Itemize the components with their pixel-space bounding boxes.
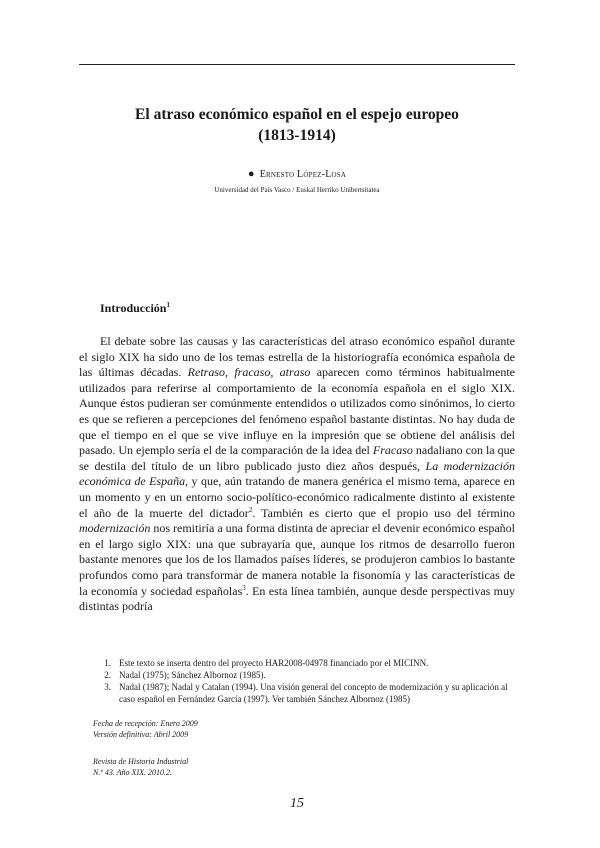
footnote bbox=[79, 657, 515, 669]
footnote-number: 2. bbox=[104, 670, 111, 680]
footnote bbox=[79, 669, 515, 681]
title-line-1: El atraso económico español en el espejo europeo bbox=[135, 106, 459, 123]
footnote-ref-3: 3 bbox=[242, 583, 246, 592]
section-heading-text: Introducción bbox=[100, 301, 167, 315]
footnote-ref-1: 1 bbox=[166, 301, 170, 309]
submission-dates bbox=[93, 718, 198, 740]
author-name: Ernesto López-Losa bbox=[259, 169, 347, 180]
body-italic-4: modernización bbox=[79, 521, 151, 536]
page-number: 15 bbox=[290, 796, 304, 811]
title-line-2: (1813-1914) bbox=[258, 127, 336, 144]
body-text-1: El debate sobre las causas y las características del atraso económico español durante el siglo XIX ha sido uno de los temas estrella de la historiografía económica española de las últimas décadas. bbox=[79, 334, 515, 380]
article-title bbox=[79, 104, 515, 146]
body-text-3: nadaliano con la que se destila del título de un libro publicado justo diez años después, bbox=[79, 443, 515, 473]
journal-info bbox=[93, 756, 188, 778]
journal-name: Revista de Historia Industrial bbox=[93, 757, 189, 766]
author-line bbox=[79, 168, 515, 180]
body-text-5: . También es cierto que el propio uso del término bbox=[252, 505, 515, 520]
footnote-number: 1. bbox=[104, 658, 111, 668]
footnote bbox=[79, 681, 515, 705]
footnote-ref-2: 2 bbox=[248, 505, 253, 514]
received-date: Fecha de recepción: Enero 2009 bbox=[93, 719, 198, 728]
body-italic-2: Fracaso bbox=[372, 443, 413, 458]
footnote-text: Este texto se inserta dentro del proyecto HAR2008-04978 financiado por el MICINN. bbox=[119, 658, 429, 668]
author-affiliation: Universidad del País Vasco / Euskal Herriko Unibertsitatea bbox=[214, 186, 380, 194]
body-text-6: nos remitiría a una forma distinta de apreciar el devenir económico español en el largo siglo XIX: una que subrayaría que, aunque los ritmos de desarrollo fueron bastante menores que los de los llamados países líderes, se produjeron cambios lo bastante profundos como para transformar de manera notable la fisonomía y las características de la economía y sociedad españolas bbox=[79, 521, 515, 598]
footnote-text: Nadal (1987); Nadal y Catalan (1994). Una visión general del concepto de modernización y su aplicación al caso español en Fernández García (1997). Ver también Sánchez Albornoz (1985) bbox=[119, 682, 508, 704]
footnote-text: Nadal (1975); Sánchez Albornoz (1985). bbox=[119, 670, 266, 680]
footnote-number: 3. bbox=[104, 682, 111, 692]
bullet-icon: ● bbox=[247, 168, 255, 180]
final-version-date: Versión definitiva: Abril 2009 bbox=[93, 730, 189, 739]
body-text-4: , y que, aún tratando de manera genérica el mismo tema, aparece en un momento y en un entorno socio-político-económico radicalmente distinto al existente el año de la muerte del dictador bbox=[79, 474, 515, 520]
body-italic-1: Retraso, fracaso, atraso bbox=[187, 365, 311, 380]
journal-issue: N.º 43. Año XIX. 2010.2. bbox=[93, 768, 172, 777]
body-text-2: aparecen como términos habitualmente utilizados para referirse al comportamiento de la economía española en el siglo XIX. Aunque éstos pudieran ser comúnmente entendidos o utilizados como sinónimos, lo cierto es que se refieren a percepciones del fenómeno español bastante distintas. No hay duda de que el tiempo en el que se vive influye en la impresión que se obtiene del análisis del pasado. Un ejemplo sería el de la comparación de la idea del bbox=[79, 365, 515, 458]
section-heading bbox=[100, 301, 170, 316]
top-rule bbox=[79, 64, 515, 65]
body-text-7: . En esta línea también, aunque desde perspectivas muy distintas podría bbox=[79, 583, 515, 614]
body-paragraph bbox=[79, 334, 515, 615]
body-italic-3: La modernización económica de España bbox=[79, 458, 515, 489]
footnotes bbox=[79, 657, 515, 705]
